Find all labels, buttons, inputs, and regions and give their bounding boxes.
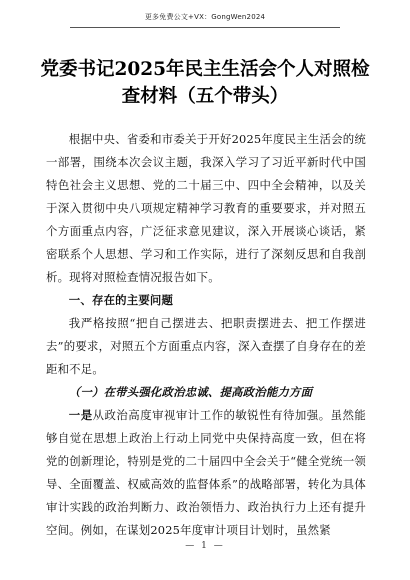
subsection-heading: （一）在带头强化政治忠诚、提高政治能力方面 [68, 385, 313, 399]
document-title: 党委书记2025年民主生活会个人对照检查材料（五个带头） [40, 59, 370, 107]
document-body [46, 128, 366, 542]
issue-text: 从政治高度审视审计工作的敏锐性有待加强。虽然能够自觉在思想上政治上行动上同党中央保持高度一致，但在将党的创新理论，特别是党的二十届四中全会关于“健全党统一领导、全面覆盖、权威高效的监督体系”的战略部署，转化为具体审计实践的政治判断力、政治领悟力、政治执行力上还有提升空间。例如，在谋划2025年度审计项目计划时，虽然紧 [46, 408, 366, 537]
issue-lead: 一是 [68, 408, 93, 422]
section-paragraph: 我严格按照“把自己摆进去、把职责摆进去、把工作摆进去”的要求，对照五个方面重点内容，深入查摆了自身存在的差距和不足。 [46, 316, 366, 376]
section-heading: 一、存在的主要问题 [68, 293, 174, 307]
intro-paragraph: 根据中央、省委和市委关于开好2025年度民主生活会的统一部署，围绕本次会议主题，我深入学习了习近平新时代中国特色社会主义思想、党的二十届三中、四中全会精神，以及关于深入贯彻中央八项规定精神学习教育的重要要求，并对照五个方面重点内容，广泛征求意见建议，深入开展谈心谈话，紧密联系个人思想、学习和工作实际，进行了深刻反思和自我剖析。现将对照检查情况报告如下。 [46, 132, 366, 284]
page-number: — 1 — [185, 541, 225, 551]
issue-paragraph [46, 404, 366, 542]
header-note: 更多免费公文+VX：GongWen2024 [144, 13, 266, 21]
header-divider [70, 27, 340, 28]
